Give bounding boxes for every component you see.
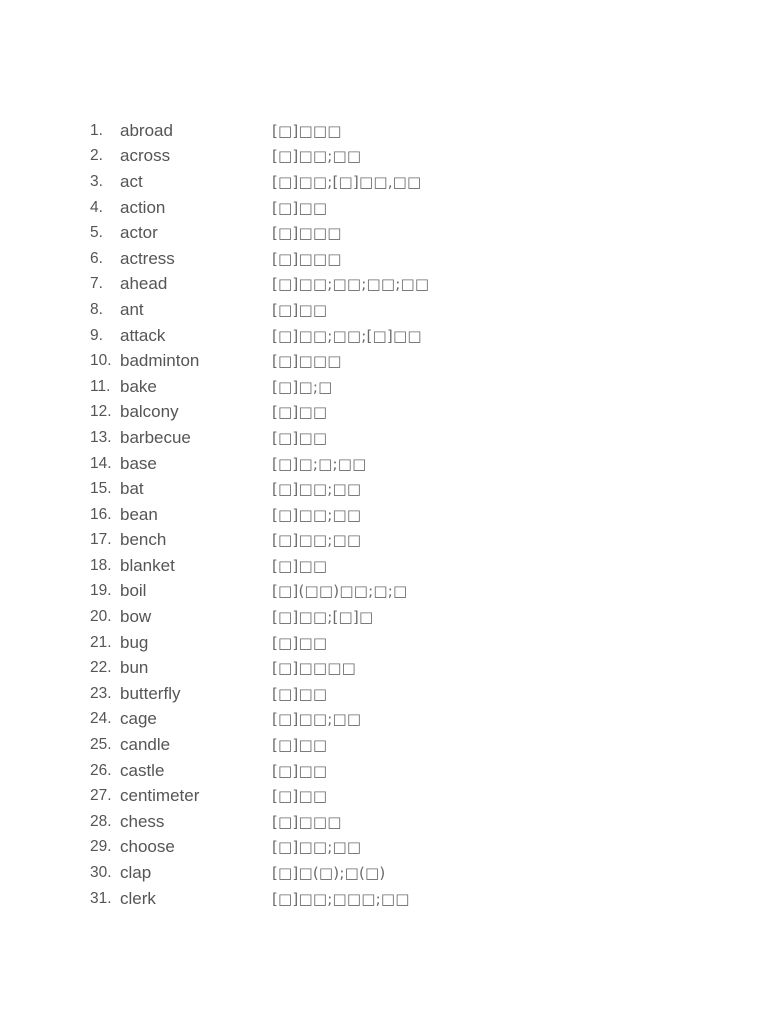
entry-definition: [□]□□;[□]□ (272, 608, 374, 627)
entry-word: bow (120, 607, 152, 627)
entry-word: bench (120, 530, 167, 550)
vocabulary-entry (90, 681, 429, 707)
entry-number: 2. (90, 147, 103, 165)
entry-definition: [□]□□□ (272, 812, 342, 831)
entry-word: clap (120, 863, 152, 883)
entry-word: balcony (120, 402, 179, 422)
entry-number: 3. (90, 172, 103, 190)
entry-word: act (120, 171, 143, 191)
entry-word: bun (120, 658, 149, 678)
entry-word: blanket (120, 555, 175, 575)
entry-number: 29. (90, 838, 112, 856)
entry-word: candle (120, 735, 171, 755)
entry-word: chess (120, 811, 165, 831)
entry-definition: [□]□□ (272, 736, 328, 755)
entry-number: 25. (90, 736, 112, 754)
entry-word: bug (120, 632, 149, 652)
vocabulary-entry (90, 707, 429, 733)
entry-word: attack (120, 325, 166, 345)
entry-definition: [□]□□;□□ (272, 480, 362, 499)
entry-number: 6. (90, 249, 103, 267)
entry-word: across (120, 146, 171, 166)
vocabulary-entry (90, 758, 429, 784)
entry-number: 28. (90, 812, 112, 830)
entry-word: action (120, 197, 166, 217)
entry-definition: [□]□□ (272, 761, 328, 780)
entry-number: 11. (90, 377, 111, 395)
entry-word: castle (120, 760, 165, 780)
entry-definition: [□]□□ (272, 556, 328, 575)
entry-word: clerk (120, 888, 156, 908)
vocabulary-entry (90, 809, 429, 835)
vocabulary-entry (90, 118, 429, 144)
entry-number: 14. (90, 454, 112, 472)
entry-definition: [□]□□ (272, 684, 328, 703)
entry-number: 17. (90, 531, 112, 549)
entry-definition: [□](□□)□□;□;□ (272, 582, 408, 601)
entry-word: barbecue (120, 427, 191, 447)
entry-number: 21. (90, 633, 112, 651)
entry-number: 16. (90, 505, 112, 523)
entry-number: 26. (90, 761, 112, 779)
vocabulary-entry (90, 783, 429, 809)
entry-definition: [□]□□□ (272, 352, 342, 371)
vocabulary-entry (90, 553, 429, 579)
entry-number: 13. (90, 428, 112, 446)
entry-definition: [□]□□;□□ (272, 710, 362, 729)
entry-definition: [□]□□;□□ (272, 838, 362, 857)
entry-word: ahead (120, 274, 168, 294)
entry-number: 12. (90, 403, 112, 421)
entry-word: actress (120, 248, 175, 268)
entry-word: bake (120, 376, 157, 396)
entry-word: ant (120, 299, 144, 319)
entry-number: 5. (90, 224, 103, 242)
entry-number: 19. (90, 582, 112, 600)
entry-definition: [□]□□;□□ (272, 531, 362, 550)
vocabulary-entry (90, 374, 429, 400)
entry-definition: [□]□□ (272, 428, 328, 447)
entry-definition: [□]□□ (272, 300, 328, 319)
entry-number: 27. (90, 787, 112, 805)
vocabulary-entry (90, 655, 429, 681)
entry-number: 10. (90, 352, 112, 370)
vocabulary-entry (90, 323, 429, 349)
entry-number: 1. (90, 121, 103, 139)
entry-number: 30. (90, 864, 112, 882)
entry-number: 31. (90, 889, 112, 907)
entry-definition: [□]□□□ (272, 121, 342, 140)
entry-definition: [□]□□;□□;[□]□□ (272, 326, 422, 345)
entry-definition: [□]□□;[□]□□,□□ (272, 172, 422, 191)
vocabulary-entry (90, 195, 429, 221)
vocabulary-entry (90, 835, 429, 861)
vocabulary-entry (90, 476, 429, 502)
entry-definition: [□]□□ (272, 633, 328, 652)
entry-definition: [□]□□;□□ (272, 505, 362, 524)
vocabulary-list (90, 118, 429, 911)
vocabulary-entry (90, 425, 429, 451)
entry-word: cage (120, 709, 157, 729)
entry-word: actor (120, 223, 158, 243)
entry-number: 20. (90, 608, 112, 626)
vocabulary-entry (90, 400, 429, 426)
entry-definition: [□]□□□ (272, 249, 342, 268)
entry-number: 24. (90, 710, 112, 728)
entry-definition: [□]□□ (272, 198, 328, 217)
entry-number: 4. (90, 198, 103, 216)
entry-number: 15. (90, 480, 112, 498)
entry-definition: [□]□;□;□□ (272, 454, 367, 473)
entry-word: centimeter (120, 786, 200, 806)
entry-number: 22. (90, 659, 112, 677)
vocabulary-entry (90, 732, 429, 758)
entry-word: badminton (120, 351, 200, 371)
entry-word: choose (120, 837, 175, 857)
vocabulary-entry (90, 220, 429, 246)
vocabulary-entry (90, 297, 429, 323)
vocabulary-entry (90, 860, 429, 886)
entry-definition: [□]□□;□□;□□;□□ (272, 275, 430, 294)
entry-word: butterfly (120, 683, 181, 703)
entry-definition: [□]□□;□□ (272, 147, 362, 166)
entry-word: base (120, 453, 157, 473)
entry-number: 18. (90, 556, 112, 574)
entry-definition: [□]□□ (272, 403, 328, 422)
entry-definition: [□]□□ (272, 787, 328, 806)
vocabulary-entry (90, 144, 429, 170)
vocabulary-entry (90, 451, 429, 477)
entry-number: 9. (90, 326, 103, 344)
entry-definition: [□]□□;□□□;□□ (272, 889, 410, 908)
vocabulary-entry (90, 246, 429, 272)
entry-number: 8. (90, 300, 103, 318)
entry-number: 23. (90, 684, 112, 702)
entry-word: bean (120, 504, 158, 524)
entry-definition: [□]□□□□ (272, 659, 356, 678)
entry-word: boil (120, 581, 147, 601)
vocabulary-entry (90, 169, 429, 195)
vocabulary-entry (90, 528, 429, 554)
entry-word: bat (120, 479, 144, 499)
vocabulary-entry (90, 502, 429, 528)
entry-definition: [□]□;□ (272, 377, 333, 396)
vocabulary-entry (90, 886, 429, 912)
vocabulary-entry (90, 630, 429, 656)
entry-definition: [□]□(□);□(□) (272, 864, 386, 883)
entry-word: abroad (120, 120, 173, 140)
vocabulary-entry (90, 579, 429, 605)
entry-number: 7. (90, 275, 103, 293)
vocabulary-entry (90, 604, 429, 630)
entry-definition: [□]□□□ (272, 224, 342, 243)
vocabulary-entry (90, 272, 429, 298)
vocabulary-entry (90, 348, 429, 374)
